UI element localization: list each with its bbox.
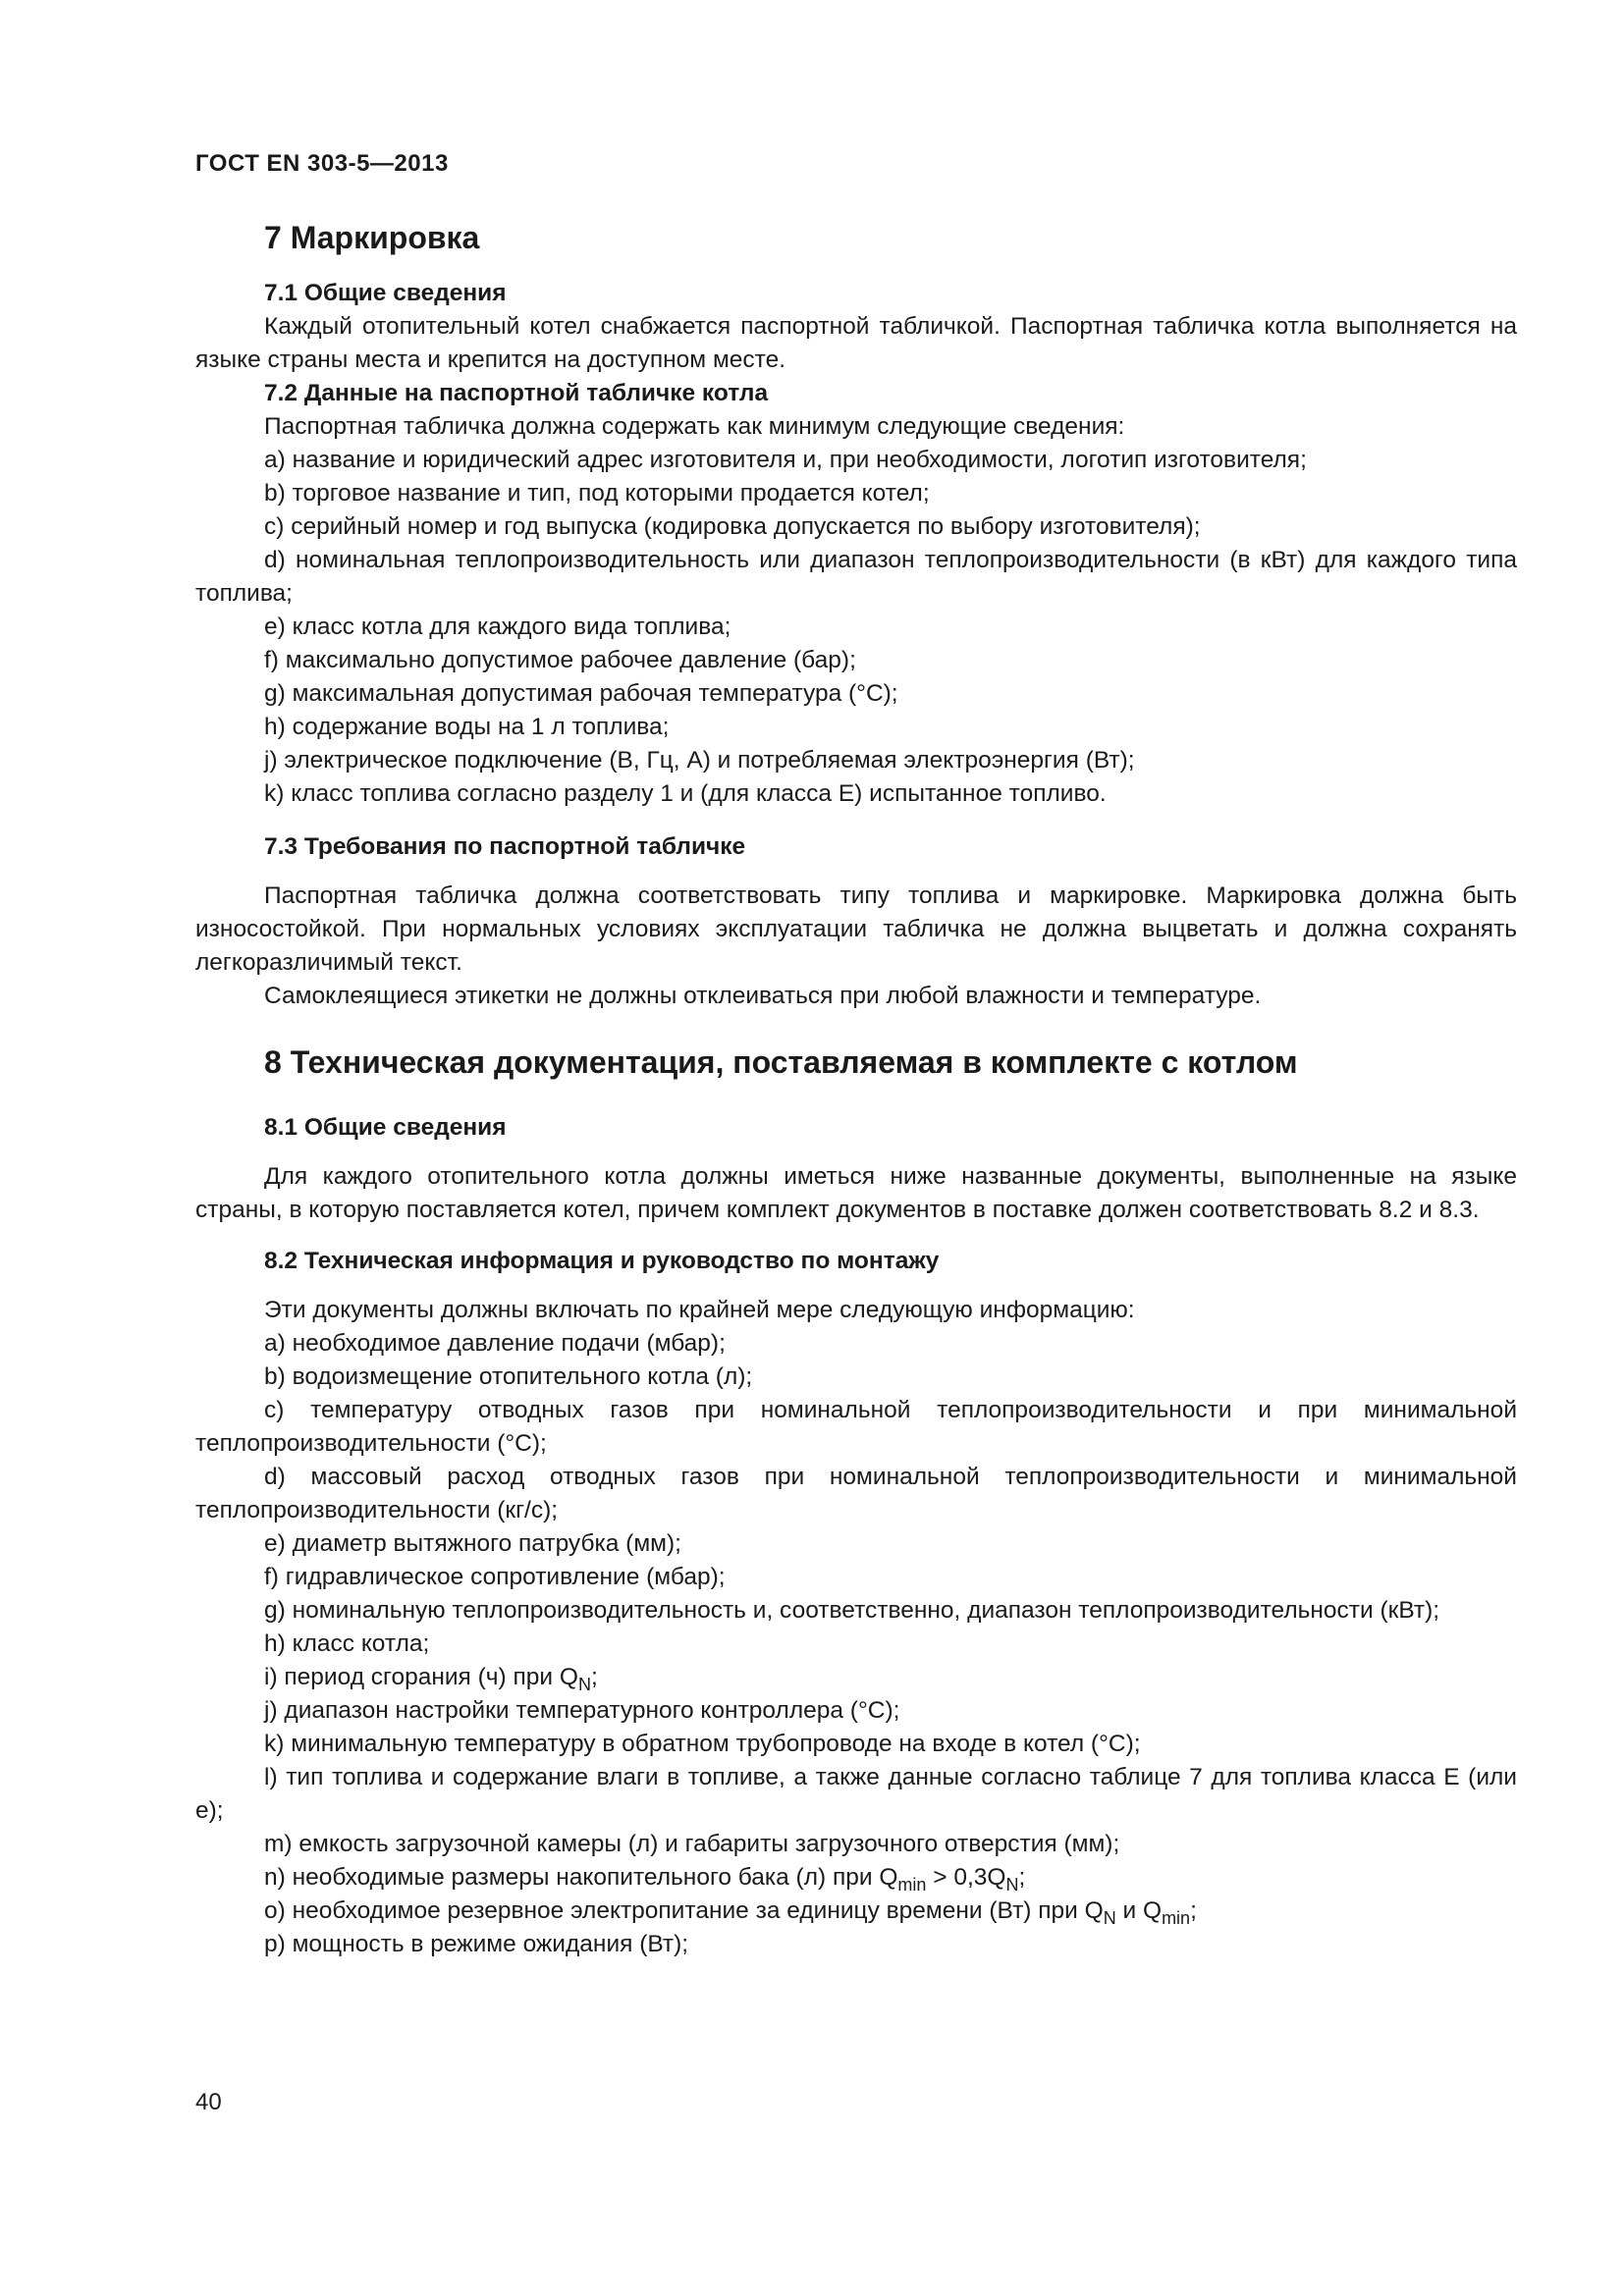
list-item: l) тип топлива и содержание влаги в топливе, а также данные согласно таблице 7 для топлива класса Е (или е); [195, 1764, 1517, 1824]
list-item-text: i) период сгорания (ч) при Q [264, 1664, 578, 1690]
list-item-text: o) необходимое резервное электропитание за единицу времени (Вт) при Q [264, 1897, 1104, 1924]
list-item: g) максимальная допустимая рабочая температура (°С); [264, 680, 898, 707]
list-item: h) класс котла; [264, 1630, 430, 1657]
list-item-text: ; [590, 1664, 598, 1690]
subscript: N [1005, 1875, 1019, 1895]
list-item [195, 1895, 1517, 1928]
list-item: e) класс котла для каждого вида топлива; [264, 614, 731, 640]
list-item: f) гидравлическое сопротивление (мбар); [264, 1564, 726, 1590]
document-header: ГОСТ EN 303-5—2013 [195, 150, 449, 177]
page-content [195, 218, 1517, 1961]
list-item: b) торговое название и тип, под которыми продается котел; [264, 480, 930, 507]
list-item-text: n) необходимые размеры накопительного бака (л) при Q [264, 1864, 898, 1891]
section-7-1-title: 7.1 Общие сведения [264, 280, 507, 306]
list-item: j) диапазон настройки температурного контроллера (°С); [264, 1697, 900, 1724]
section-7-2-intro: Паспортная табличка должна содержать как минимум следующие сведения: [264, 413, 1125, 440]
list-item: k) класс топлива согласно разделу 1 и (для класса Е) испытанное топливо. [264, 780, 1107, 807]
list-item: m) емкость загрузочной камеры (л) и габариты загрузочного отверстия (мм); [264, 1831, 1120, 1857]
section-7-3-paragraph-2: Самоклеящиеся этикетки не должны отклеиваться при любой влажности и температуре. [264, 983, 1262, 1009]
list-item-text: > 0,3Q [926, 1864, 1006, 1891]
section-7-3-paragraph-1: Паспортная табличка должна соответствовать типу топлива и маркировке. Маркировка должна быть износостойкой. При нормальных условиях эксплуатации табличка не должна выцветать и должна сохранять легкоразличимый текст. [195, 882, 1517, 976]
subscript: N [1103, 1908, 1116, 1928]
list-item: g) номинальную теплопроизводительность и, соответственно, диапазон теплопроизводительности (кВт); [264, 1597, 1440, 1624]
list-item: a) необходимое давление подачи (мбар); [264, 1330, 726, 1357]
subscript: min [1162, 1908, 1191, 1928]
section-8-1-title: 8.1 Общие сведения [264, 1114, 507, 1141]
list-item [195, 1661, 1517, 1694]
list-item: h) содержание воды на 1 л топлива; [264, 714, 670, 740]
list-item: p) мощность в режиме ожидания (Вт); [264, 1931, 689, 1957]
list-item: d) массовый расход отводных газов при номинальной теплопроизводительности и минимальной теплопроизводительности (кг/с); [195, 1464, 1517, 1523]
list-item: e) диаметр вытяжного патрубка (мм); [264, 1530, 681, 1557]
list-item [195, 1861, 1517, 1895]
list-item: a) название и юридический адрес изготовителя и, при необходимости, логотип изготовителя; [264, 447, 1307, 473]
page-number: 40 [195, 2089, 222, 2115]
section-7-2-title: 7.2 Данные на паспортной табличке котла [264, 380, 769, 406]
list-item-text: и Q [1115, 1897, 1163, 1924]
section-8-title: 8 Техническая документация, поставляемая в комплекте с котлом [264, 1044, 1298, 1080]
section-8-2-title: 8.2 Техническая информация и руководство по монтажу [264, 1248, 940, 1274]
section-7-3-title: 7.3 Требования по паспортной табличке [264, 833, 746, 860]
list-item: j) электрическое подключение (В, Гц, А) и потребляемая электроэнергия (Вт); [264, 747, 1135, 774]
subscript: min [897, 1875, 927, 1895]
list-item: f) максимально допустимое рабочее давление (бар); [264, 647, 856, 673]
list-item: d) номинальная теплопроизводительность или диапазон теплопроизводительности (в кВт) для каждого типа топлива; [195, 547, 1517, 607]
list-item: c) серийный номер и год выпуска (кодировка допускается по выбору изготовителя); [264, 513, 1201, 540]
list-item-text: ; [1018, 1864, 1026, 1891]
subscript: N [577, 1675, 591, 1694]
section-8-2-intro: Эти документы должны включать по крайней мере следующую информацию: [264, 1297, 1135, 1323]
list-item: k) минимальную температуру в обратном трубопроводе на входе в котел (°С); [264, 1731, 1141, 1757]
section-7-1-paragraph: Каждый отопительный котел снабжается паспортной табличкой. Паспортная табличка котла выполняется на языке страны места и крепится на доступном месте. [195, 313, 1517, 373]
list-item-text: ; [1190, 1897, 1197, 1924]
section-8-1-paragraph: Для каждого отопительного котла должны иметься ниже названные документы, выполненные на языке страны, в которую поставляется котел, причем комплект документов в поставке должен соответствовать 8.2 и 8.3. [195, 1163, 1517, 1223]
list-item: b) водоизмещение отопительного котла (л); [264, 1363, 753, 1390]
section-7-title: 7 Маркировка [264, 220, 480, 255]
list-item: c) температуру отводных газов при номинальной теплопроизводительности и при минимальной теплопроизводительности (°С); [195, 1397, 1517, 1457]
